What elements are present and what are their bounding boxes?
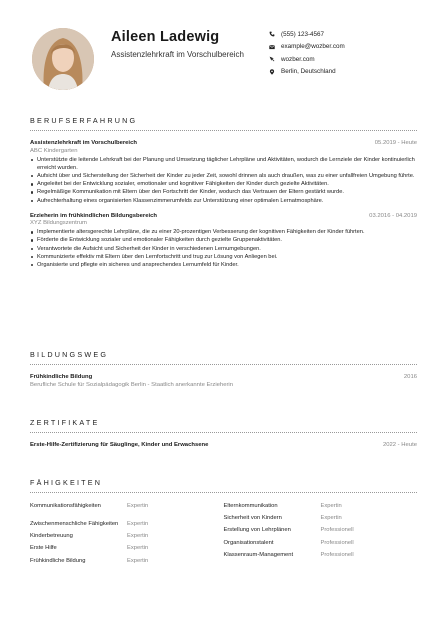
section-divider (30, 432, 417, 433)
skill-item (30, 533, 224, 545)
section-experience (30, 116, 417, 269)
candidate-name: Aileen Ladewig (111, 29, 220, 45)
contact-website (269, 53, 429, 66)
profile-photo (32, 28, 94, 90)
job-bullet: Verantwortete die Aufsicht und Sicherheit der Kinder in verschiedenen Lernumgebungen. (30, 245, 417, 253)
candidate-title: Assistenzlehrkraft im Vorschulbereich (111, 50, 244, 59)
section-education (30, 350, 417, 388)
skill-name: Frühkindliche Bildung (30, 557, 86, 564)
skill-level: Expertin (320, 515, 342, 522)
resume-header (32, 28, 422, 92)
skill-level: Expertin (320, 503, 342, 509)
job-bullet: Regelmäßige Kommunikation mit Eltern über den Fortschritt der Kinder, wodurch das Vertrauen der Eltern gestärkt wurde. (30, 188, 417, 196)
section-title-experience: BERUFSERFAHRUNG (30, 116, 138, 125)
job-date: 05.2019 - Heute (374, 140, 417, 146)
skill-name: Kinderbetreuung (30, 533, 73, 540)
contact-list (269, 28, 429, 78)
job-bullet: Aufsicht über und Sicherstellung der Sicherheit der Kinder zu jeder Zeit, sowohl drinnen als auch draußen, was zu einer unfallfreien Umgebung führte. (30, 172, 417, 180)
skill-item (30, 558, 224, 570)
job-bullet: Angeleitet bei der Entwicklung sozialer, emotionaler und kognitiver Fähigkeiten der Kinder durch gezielte Aktivitäten. (30, 180, 417, 188)
job-bullet: Organisierte und pflegte ein sicheres und ansprechendes Lernumfeld für Kinder. (30, 261, 417, 269)
skill-level: Expertin (127, 520, 149, 527)
skill-item (30, 515, 224, 533)
skills-column-left (30, 503, 224, 570)
skill-item (224, 527, 418, 539)
link-icon (269, 56, 281, 62)
job-date: 03.2016 - 04.2019 (369, 212, 417, 219)
section-title-education: BILDUNGSWEG (30, 350, 109, 359)
skills-grid (30, 503, 417, 570)
section-certificates (30, 418, 417, 448)
skill-level: Expertin (127, 503, 149, 509)
skill-name: Sicherheit von Kindern (223, 515, 282, 522)
phone-icon (269, 31, 281, 37)
email-icon (269, 44, 281, 50)
section-title-certificates: ZERTIFIKATE (30, 418, 100, 427)
job-bullet: Unterstützte die leitende Lehrkraft bei der Planung und Umsetzung täglicher Lehrpläne und Aktivitäten, wodurch die Lernziele der Kinder kontinuierlich erreicht wurden. (30, 156, 417, 172)
skill-name: Klassenraum-Management (223, 551, 294, 558)
section-divider (30, 492, 417, 493)
job-bullet: Implementierte altersgerechte Lehrpläne, die zu einer 20-prozentigen Verbesserung der kognitiven Fähigkeiten der Kinder führten. (30, 228, 417, 236)
education-title: Frühkindliche Bildung (30, 374, 93, 380)
contact-phone-text: (555) 123-4567 (281, 30, 325, 38)
skill-name: Erstellung von Lehrplänen (223, 527, 291, 534)
experience-entry (30, 140, 417, 205)
section-skills (30, 478, 417, 570)
job-bullet: Aufrechterhaltung eines organisierten Klassenzimmerumfelds zur Unterstützung einer optimalen Lernatmosphäre. (30, 197, 417, 205)
education-date: 2016 (403, 374, 417, 380)
skill-level: Professionell (320, 539, 354, 546)
education-school: Berufliche Schule für Sozialpädagogik Berlin - Staatlich anerkannte Erzieherin (30, 381, 234, 388)
job-company: XYZ Bildungszentrum (30, 220, 87, 227)
job-bullet: Kommunizierte effektiv mit Eltern über den Lernfortschritt und trug zur Lösung von Anliegen bei. (30, 253, 417, 261)
contact-location-text: Berlin, Deutschland (281, 68, 336, 76)
skill-level: Professionell (320, 551, 354, 558)
skill-name: Organisationstalent (223, 539, 274, 546)
certificate-date: 2022 - Heute (382, 442, 417, 448)
contact-phone (269, 28, 429, 41)
contact-email-text: example@wozber.com (281, 43, 345, 51)
skill-name: Erste Hilfe (30, 545, 57, 552)
contact-email (269, 41, 429, 54)
skill-name: Kommunikationsfähigkeiten (30, 503, 101, 509)
job-bullet: Förderte die Entwicklung sozialer und emotionaler Fähigkeiten durch gezielte Gruppenaktivitäten. (30, 236, 417, 244)
section-title-skills: FÄHIGKEITEN (30, 478, 103, 487)
skill-level: Expertin (127, 545, 149, 552)
job-title: Assistenzlehrkraft im Vorschulbereich (30, 140, 137, 146)
skill-name: Elternkommunikation (223, 503, 278, 509)
location-icon (269, 69, 281, 75)
skills-column-right (224, 503, 418, 570)
experience-entry (30, 213, 417, 270)
job-bullets (30, 228, 417, 269)
skill-name: Zwischenmenschliche Fähigkeiten (30, 520, 119, 527)
contact-location (269, 66, 429, 79)
skill-item (224, 540, 418, 552)
education-entry (30, 374, 417, 388)
certificate-title: Erste-Hilfe-Zertifizierung für Säuglinge, Kinder und Erwachsene (30, 442, 209, 448)
skill-level: Expertin (127, 557, 149, 564)
section-divider (30, 364, 417, 365)
job-title: Erzieherin im frühkindlichen Bildungsbereich (30, 212, 157, 219)
skill-item (224, 515, 418, 527)
certificate-entry (30, 442, 417, 448)
skill-item (30, 545, 224, 557)
skill-item (224, 503, 418, 515)
job-company: ABC Kindergarten (30, 147, 78, 154)
section-divider (30, 130, 417, 131)
contact-website-text: wozber.com (281, 55, 315, 63)
skill-level: Expertin (127, 533, 149, 540)
skill-item (30, 503, 224, 515)
job-bullets (30, 156, 417, 205)
skill-item (224, 552, 418, 564)
skill-level: Professionell (320, 527, 354, 534)
